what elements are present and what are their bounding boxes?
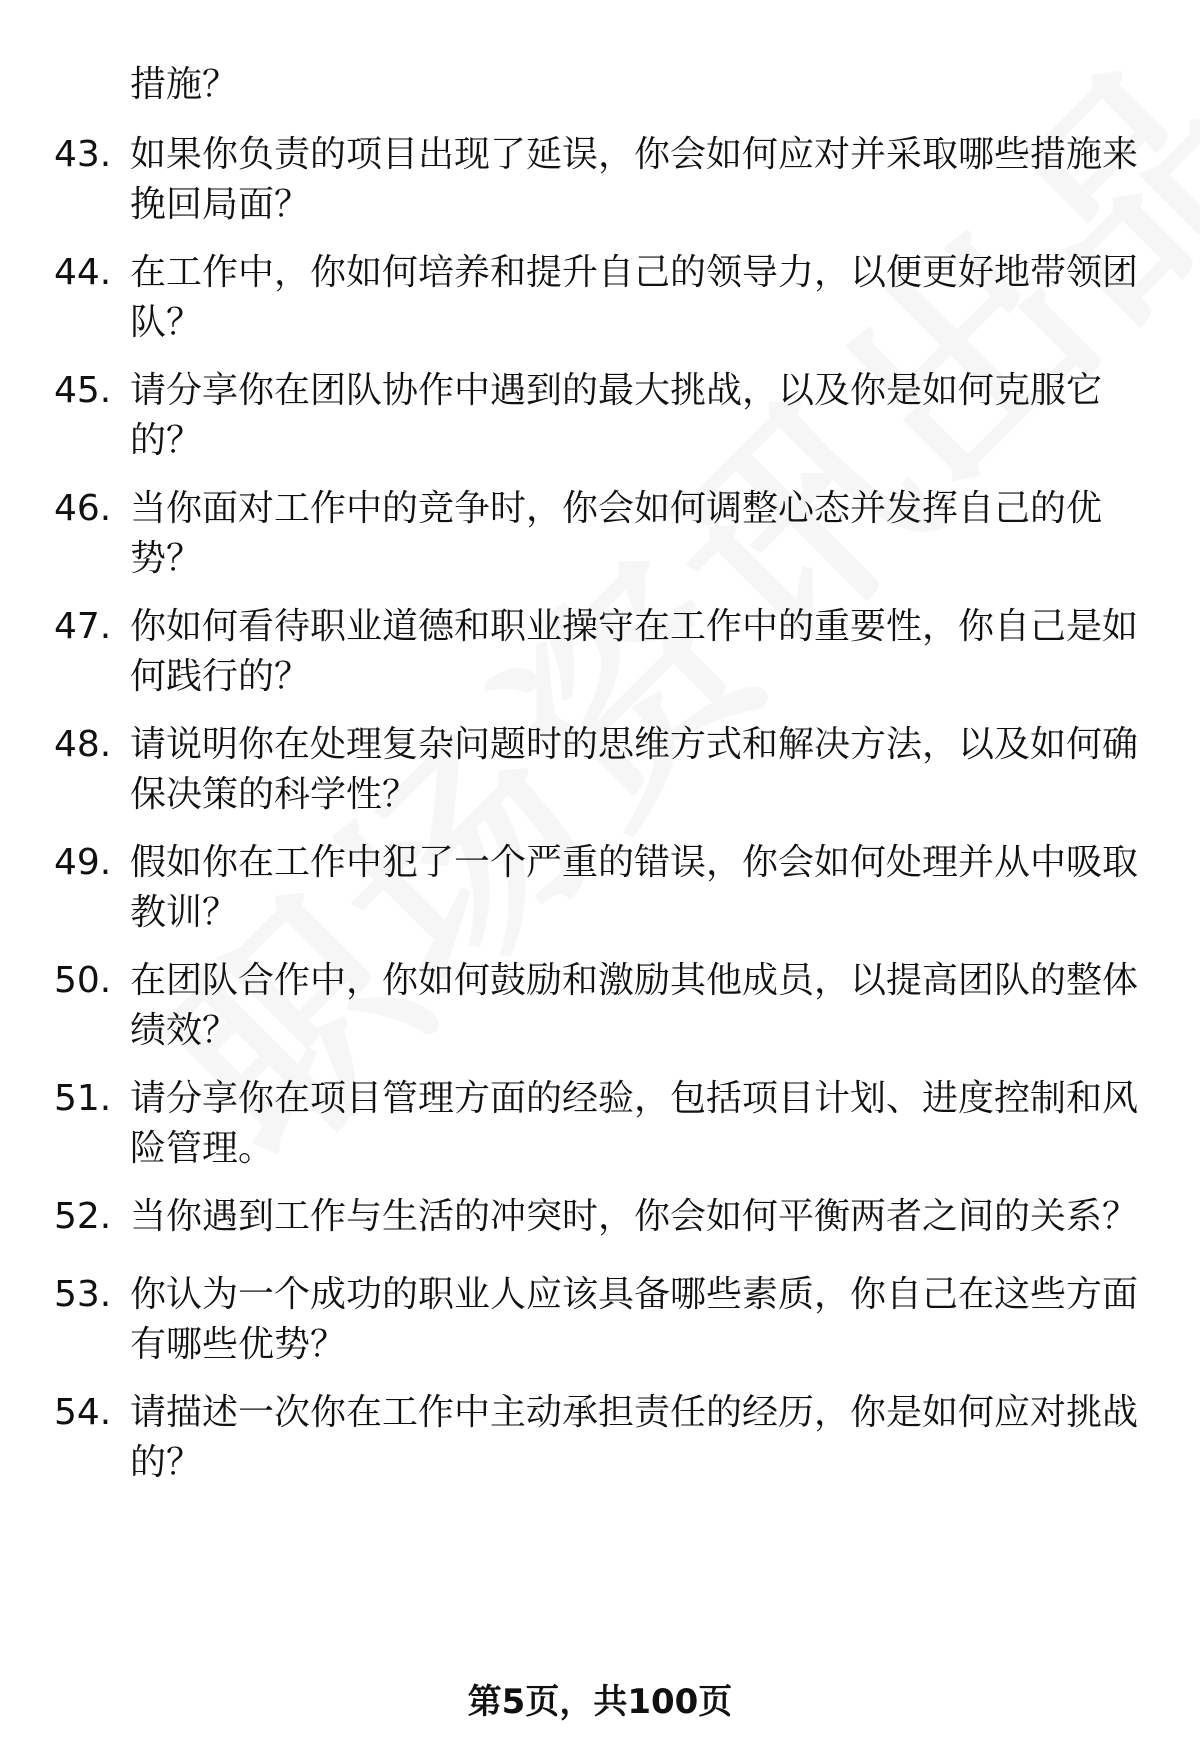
question-number: 53. [54,1274,112,1315]
question-line: 保决策的科学性？ [130,774,419,815]
question-line: 请描述一次你在工作中主动承担责任的经历，你是如何应对挑战 [130,1392,1139,1433]
question-number: 44. [54,252,112,293]
question-line: 请分享你在项目管理方面的经验，包括项目计划、进度控制和风 [130,1078,1139,1119]
question-line: 险管理。 [130,1128,275,1169]
question-line: 你如何看待职业道德和职业操守在工作中的重要性，你自己是如 [130,606,1139,647]
question-number: 45. [54,370,112,411]
question-text [130,1388,1150,1488]
question-number: 49. [54,842,112,883]
question-line: 绩效？ [130,1010,239,1051]
question-text [130,130,1150,230]
question-text [130,248,1150,348]
question-line: 请说明你在处理复杂问题时的思维方式和解决方法，以及如何确 [130,724,1139,765]
question-text [130,1074,1150,1174]
question-line: 挽回局面？ [130,184,311,225]
question-text [130,602,1150,702]
question-line: 假如你在工作中犯了一个严重的错误，你会如何处理并从中吸取 [130,842,1139,883]
question-number: 51. [54,1078,112,1119]
question-line: 教训？ [130,892,239,933]
question-text [130,1192,1150,1242]
question-text [130,720,1150,820]
question-line: 如果你负责的项目出现了延误，你会如何应对并采取哪些措施来 [130,134,1139,175]
continuation-text: 措施？ [130,64,239,105]
question-number: 54. [54,1392,112,1433]
question-line: 请分享你在团队协作中遇到的最大挑战，以及你是如何克服它 [130,370,1103,411]
question-line: 的？ [130,1442,203,1483]
question-text [130,1270,1150,1370]
question-line: 队？ [130,302,203,343]
question-line: 当你面对工作中的竞争时，你会如何调整心态并发挥自己的优 [130,488,1103,529]
question-line: 当你遇到工作与生活的冲突时，你会如何平衡两者之间的关系？ [130,1196,1139,1237]
question-line: 何践行的？ [130,656,311,697]
question-line: 在工作中，你如何培养和提升自己的领导力，以便更好地带领团 [130,252,1139,293]
question-number: 50. [54,960,112,1001]
question-line: 在团队合作中，你如何鼓励和激励其他成员，以提高团队的整体 [130,960,1139,1001]
question-number: 43. [54,134,112,175]
question-line: 势？ [130,538,203,579]
question-text [130,838,1150,938]
question-text [130,484,1150,584]
question-text [130,956,1150,1056]
question-number: 52. [54,1196,112,1237]
page-footer: 第5页，共100页 [467,1682,733,1722]
question-number: 48. [54,724,112,765]
question-line: 的？ [130,420,203,461]
question-line: 有哪些优势？ [130,1324,347,1365]
question-number: 46. [54,488,112,529]
question-text [130,366,1150,466]
question-number: 47. [54,606,112,647]
question-line: 你认为一个成功的职业人应该具备哪些素质，你自己在这些方面 [130,1274,1139,1315]
